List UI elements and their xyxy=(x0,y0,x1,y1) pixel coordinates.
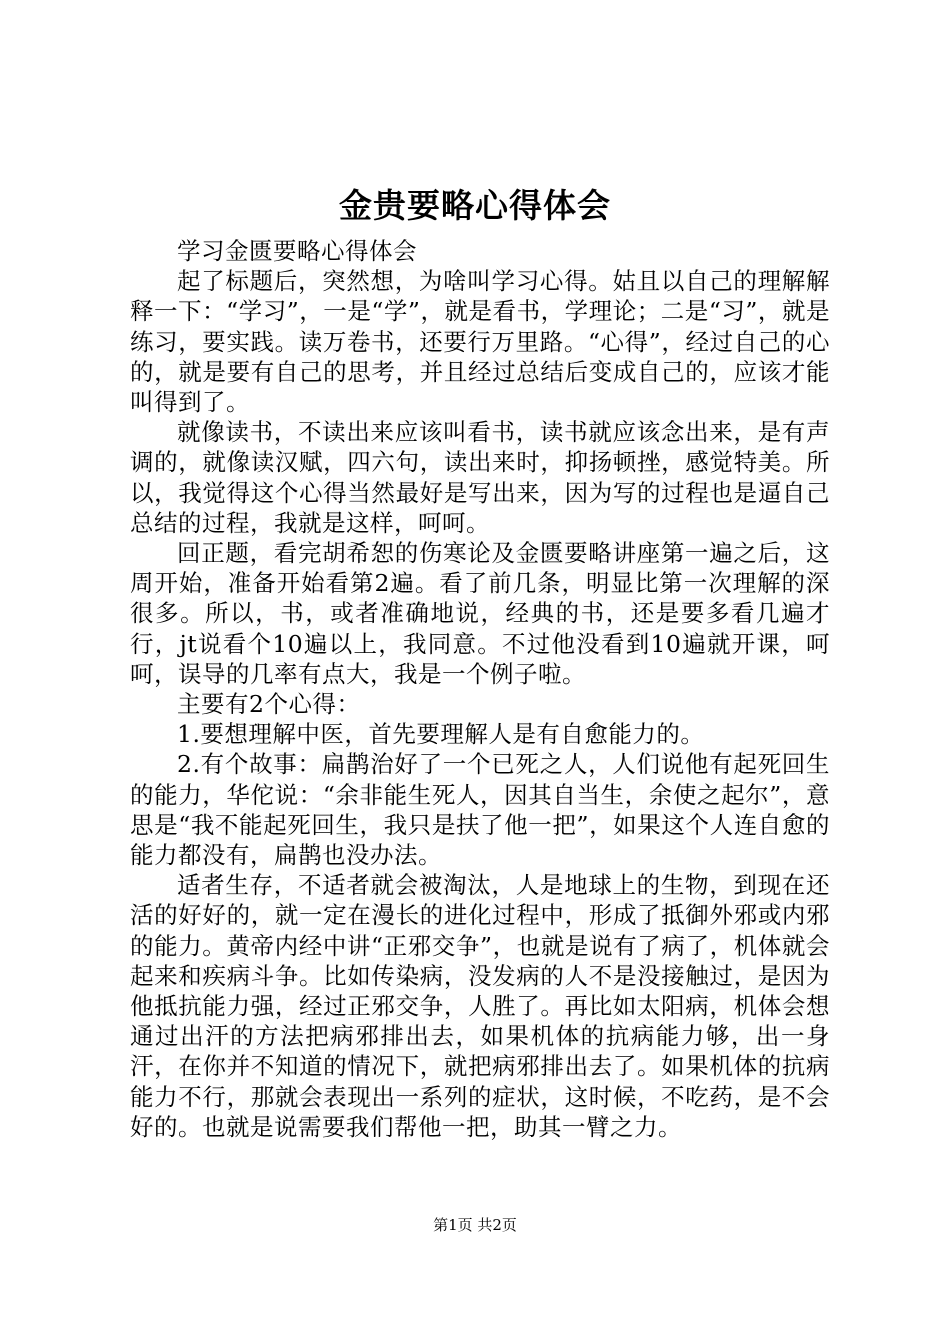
page-number-footer: 第1页 共2页 xyxy=(433,1216,517,1234)
document-body xyxy=(130,236,830,1142)
paragraph: 就像读书，不读出来应该叫看书，读书就应该念出来，是有声调的，就像读汉赋，四六句，读出来时，抑扬顿挫，感觉特美。所以，我觉得这个心得当然最好是写出来，因为写的过程也是逼自己总结的过程，我就是这样，呵呵。 xyxy=(130,418,830,537)
paragraph: 适者生存，不适者就会被淘汰，人是地球上的生物，到现在还活的好好的，就一定在漫长的进化过程中，形成了抵御外邪或内邪的能力。黄帝内经中讲“正邪交争”，也就是说有了病了，机体就会起来和疾病斗争。比如传染病，没发病的人不是没接触过，是因为他抵抗能力强，经过正邪交争，人胜了。再比如太阳病，机体会想通过出汗的方法把病邪排出去，如果机体的抗病能力够，出一身汗，在你并不知道的情况下，就把病邪排出去了。如果机体的抗病能力不行，那就会表现出一系列的症状，这时候，不吃药，是不会好的。也就是说需要我们帮他一把，助其一臂之力。 xyxy=(130,871,830,1141)
list-item: 2.有个故事：扁鹊治好了一个已死之人，人们说他有起死回生的能力，华佗说：“余非能生死人，因其自当生，余使之起尔”，意思是“我不能起死回生，我只是扶了他一把”，如果这个人连自愈的能力都没有，扁鹊也没办法。 xyxy=(130,750,830,870)
paragraph: 主要有2个心得： xyxy=(177,690,361,719)
list-item: 1.要想理解中医，首先要理解人是有自愈能力的。 xyxy=(177,720,705,749)
paragraph-subtitle: 学习金匮要略心得体会 xyxy=(177,237,417,265)
paragraph: 回正题，看完胡希恕的伤寒论及金匮要略讲座第一遍之后，这周开始，准备开始看第2遍。看了前几条，明显比第一次理解的深很多。所以，书，或者准确地说，经典的书，还是要多看几遍才行，jt说看个10遍以上，我同意。不过他没看到10遍就开课，呵呵，误导的几率有点大，我是一个例子啦。 xyxy=(130,539,830,688)
document-title: 金贵要略心得体会 xyxy=(339,186,611,225)
paragraph: 起了标题后，突然想，为啥叫学习心得。姑且以自己的理解解释一下：“学习”，一是“学”，就是看书，学理论；二是“习”，就是练习，要实践。读万卷书，还要行万里路。“心得”，经过自己的心的，就是要有自己的思考，并且经过总结后变成自己的，应该才能叫得到了。 xyxy=(130,267,830,417)
